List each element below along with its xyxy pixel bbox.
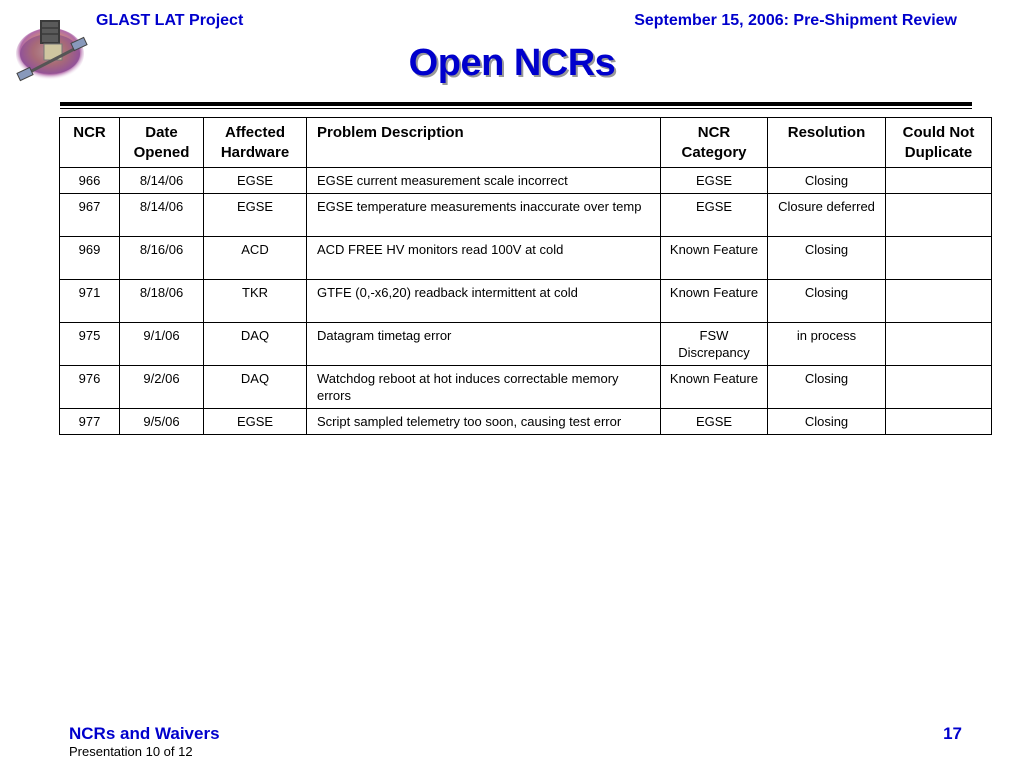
cell-ncr: 967 bbox=[60, 194, 120, 237]
table-row bbox=[60, 409, 992, 435]
table-row bbox=[60, 280, 992, 323]
table-row bbox=[60, 237, 992, 280]
cell-could-not-duplicate bbox=[886, 409, 992, 435]
cell-resolution: in process bbox=[768, 323, 886, 366]
cell-could-not-duplicate bbox=[886, 237, 992, 280]
cell-date-opened: 8/16/06 bbox=[120, 237, 204, 280]
table-row bbox=[60, 168, 992, 194]
cell-ncr: 966 bbox=[60, 168, 120, 194]
cell-problem-description: Script sampled telemetry too soon, causing test error bbox=[307, 409, 661, 435]
cell-problem-description: EGSE temperature measurements inaccurate over temp bbox=[307, 194, 661, 237]
cell-problem-description: ACD FREE HV monitors read 100V at cold bbox=[307, 237, 661, 280]
cell-affected-hardware: EGSE bbox=[204, 409, 307, 435]
cell-date-opened: 8/14/06 bbox=[120, 168, 204, 194]
cell-affected-hardware: ACD bbox=[204, 237, 307, 280]
cell-could-not-duplicate bbox=[886, 168, 992, 194]
open-ncrs-table bbox=[59, 117, 992, 435]
cell-date-opened: 9/2/06 bbox=[120, 366, 204, 409]
cell-could-not-duplicate bbox=[886, 280, 992, 323]
cell-could-not-duplicate bbox=[886, 366, 992, 409]
cell-ncr-category: Known Feature bbox=[661, 366, 768, 409]
cell-ncr: 977 bbox=[60, 409, 120, 435]
cell-ncr: 975 bbox=[60, 323, 120, 366]
cell-ncr: 969 bbox=[60, 237, 120, 280]
footer-section-title: NCRs and Waivers bbox=[69, 724, 220, 743]
table-row bbox=[60, 366, 992, 409]
cell-resolution: Closing bbox=[768, 280, 886, 323]
column-header-date-opened: Date Opened bbox=[120, 118, 204, 168]
cell-resolution: Closing bbox=[768, 409, 886, 435]
cell-ncr-category: EGSE bbox=[661, 194, 768, 237]
cell-ncr-category: Known Feature bbox=[661, 280, 768, 323]
cell-ncr: 971 bbox=[60, 280, 120, 323]
column-header-could-not-duplicate: Could Not Duplicate bbox=[886, 118, 992, 168]
title-divider-thick bbox=[60, 102, 972, 106]
column-header-ncr: NCR bbox=[60, 118, 120, 168]
cell-ncr-category: FSW Discrepancy bbox=[661, 323, 768, 366]
cell-problem-description: Watchdog reboot at hot induces correctable memory errors bbox=[307, 366, 661, 409]
cell-ncr: 976 bbox=[60, 366, 120, 409]
cell-affected-hardware: EGSE bbox=[204, 194, 307, 237]
page-number: 17 bbox=[943, 724, 962, 743]
footer-presentation-count: Presentation 10 of 12 bbox=[69, 744, 193, 759]
cell-affected-hardware: DAQ bbox=[204, 323, 307, 366]
cell-problem-description: GTFE (0,-x6,20) readback intermittent at cold bbox=[307, 280, 661, 323]
column-header-problem-description: Problem Description bbox=[307, 118, 661, 168]
title-divider-thin bbox=[60, 108, 972, 109]
cell-date-opened: 9/5/06 bbox=[120, 409, 204, 435]
table-row bbox=[60, 323, 992, 366]
column-header-affected-hardware: Affected Hardware bbox=[204, 118, 307, 168]
page-title: Open NCRs bbox=[408, 42, 616, 84]
cell-date-opened: 8/14/06 bbox=[120, 194, 204, 237]
cell-could-not-duplicate bbox=[886, 194, 992, 237]
cell-affected-hardware: DAQ bbox=[204, 366, 307, 409]
cell-affected-hardware: TKR bbox=[204, 280, 307, 323]
cell-ncr-category: Known Feature bbox=[661, 237, 768, 280]
cell-resolution: Closing bbox=[768, 366, 886, 409]
cell-problem-description: Datagram timetag error bbox=[307, 323, 661, 366]
table-header-row bbox=[60, 118, 992, 168]
cell-could-not-duplicate bbox=[886, 323, 992, 366]
cell-affected-hardware: EGSE bbox=[204, 168, 307, 194]
cell-resolution: Closing bbox=[768, 237, 886, 280]
cell-resolution: Closing bbox=[768, 168, 886, 194]
project-name: GLAST LAT Project bbox=[96, 12, 244, 29]
cell-date-opened: 8/18/06 bbox=[120, 280, 204, 323]
cell-problem-description: EGSE current measurement scale incorrect bbox=[307, 168, 661, 194]
cell-resolution: Closure deferred bbox=[768, 194, 886, 237]
review-title: September 15, 2006: Pre-Shipment Review bbox=[634, 12, 957, 29]
cell-ncr-category: EGSE bbox=[661, 168, 768, 194]
column-header-ncr-category: NCR Category bbox=[661, 118, 768, 168]
column-header-resolution: Resolution bbox=[768, 118, 886, 168]
cell-ncr-category: EGSE bbox=[661, 409, 768, 435]
table-row bbox=[60, 194, 992, 237]
cell-date-opened: 9/1/06 bbox=[120, 323, 204, 366]
